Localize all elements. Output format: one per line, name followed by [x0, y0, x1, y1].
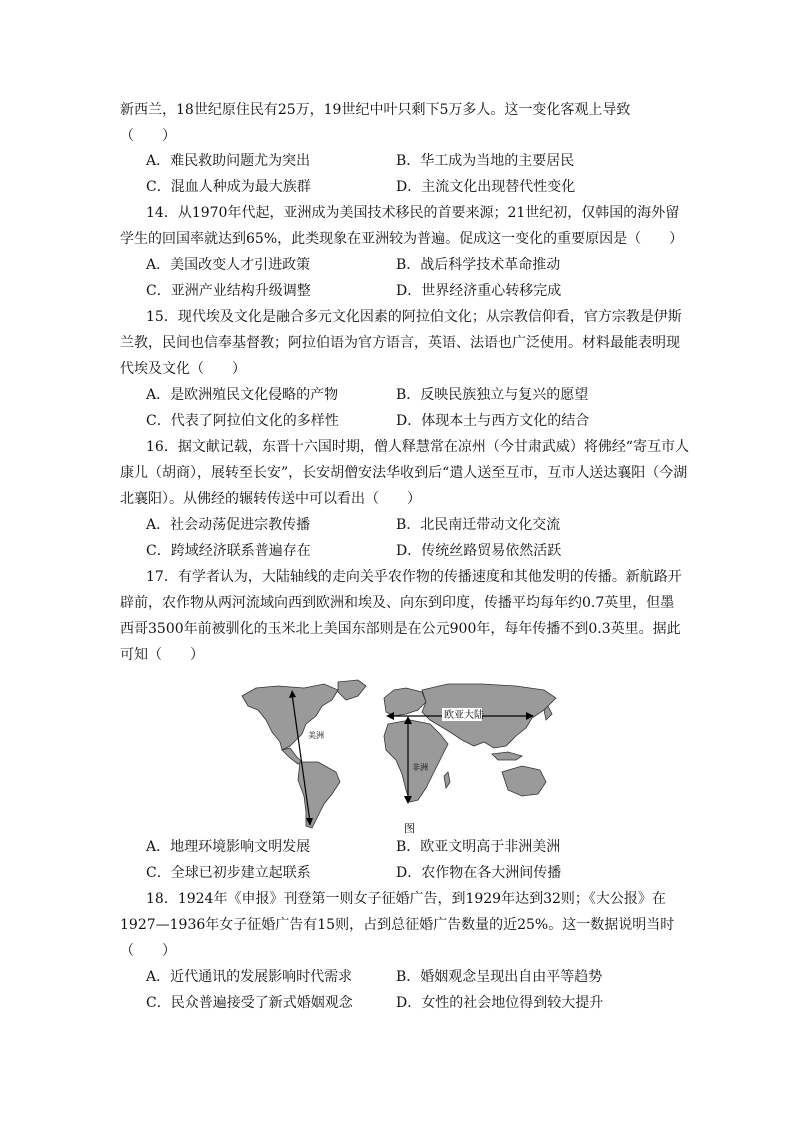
q18-stem-line-1: 18．1924年《申报》刊登第一则女子征婚广告，到1929年达到32则；《大公报》在 [146, 891, 666, 907]
q16-stem-line-2: 康儿（胡商），展转至长安”，长安胡僧安法华收到后“遣人送至互市，互市人送达襄阳（今湖 [120, 465, 688, 481]
q14-option-d[interactable]: D．世界经济重心转移完成 [396, 283, 562, 299]
africa-shape [384, 720, 448, 802]
q18-option-d[interactable]: D．女性的社会地位得到较大提升 [396, 995, 604, 1011]
greenland-shape [338, 680, 366, 700]
q17-stem-line-4: 可知（ ） [120, 647, 204, 663]
q17-option-b[interactable]: B．欧亚文明高于非洲美洲 [396, 839, 561, 855]
q18-option-c[interactable]: C．民众普遍接受了新式婚姻观念 [146, 995, 353, 1011]
q16-option-c[interactable]: C．跨域经济联系普遍存在 [146, 543, 311, 559]
madagascar-shape [444, 772, 450, 788]
q15-stem-line-1: 15．现代埃及文化是融合多元文化因素的阿拉伯文化；从宗教信仰看，官方宗教是伊斯 [146, 309, 682, 325]
q15-option-a[interactable]: A．是欧洲殖民文化侵略的产物 [146, 387, 339, 403]
map-label-africa: 非洲 [412, 763, 428, 772]
q15-option-d[interactable]: D．体现本土与西方文化的结合 [396, 413, 590, 429]
central-america-shape [282, 748, 302, 764]
map-label-eurasia: 欧亚大陆 [444, 710, 484, 721]
q14-option-c[interactable]: C．亚洲产业结构升级调整 [146, 283, 311, 299]
q16-option-b[interactable]: B．北民南迁带动文化交流 [396, 517, 561, 533]
q14-stem-line-1: 14．从1970年代起，亚洲成为美国技术移民的首要来源；21世纪初，仅韩国的海外留 [146, 205, 680, 221]
q13-option-b[interactable]: B．华工成为当地的主要居民 [396, 153, 575, 169]
q14-option-a[interactable]: A．美国改变人才引进政策 [146, 257, 311, 273]
q16-option-d[interactable]: D．传统丝路贸易依然活跃 [396, 543, 562, 559]
q16-stem-line-3: 北襄阳）。从佛经的辗转传送中可以看出（ ） [120, 491, 421, 507]
q17-option-c[interactable]: C．全球已初步建立起联系 [146, 865, 311, 881]
q17-option-d[interactable]: D．农作物在各大洲间传播 [396, 865, 562, 881]
q13-option-c[interactable]: C．混血人种成为最大族群 [146, 179, 311, 195]
q18-stem-line-2: 1927—1936年女子征婚广告有15则，占到总征婚广告数量的近25%。这一数据说明当时 [120, 917, 675, 933]
q17-stem-line-2: 辟前，农作物从两河流域向西到欧洲和埃及、向东到印度，传播平均每年约0.7英里，但墨 [120, 595, 675, 611]
q15-option-c[interactable]: C．代表了阿拉伯文化的多样性 [146, 413, 339, 429]
map-caption: 图 [404, 822, 415, 834]
q17-stem-line-3: 西哥3500年前被驯化的玉米北上美国东部则是在公元900年，每年传播不到0.3英里。据此 [120, 621, 681, 637]
q18-option-b[interactable]: B．婚姻观念呈现出自由平等趋势 [396, 969, 603, 985]
australia-shape [502, 766, 546, 796]
q16-stem-line-1: 16．据文献记载，东晋十六国时期，僧人释慧常在凉州（今甘肃武威）将佛经“寄互市人 [146, 439, 689, 455]
north-america-shape [242, 684, 338, 750]
indonesia-shape [492, 752, 522, 760]
q14-option-b[interactable]: B．战后科学技术革命推动 [396, 257, 561, 273]
map-label-americas: 美洲 [308, 731, 324, 740]
world-map-svg [226, 676, 568, 834]
q13-option-a[interactable]: A．难民救助问题尤为突出 [146, 153, 311, 169]
europe-shape [384, 688, 426, 716]
q17-option-a[interactable]: A．地理环境影响文明发展 [146, 839, 311, 855]
q13-stem-line-2: （ ） [120, 128, 176, 144]
q17-stem-line-1: 17．有学者认为，大陆轴线的走向关乎农作物的传播速度和其他发明的传播。新航路开 [146, 569, 682, 585]
q14-stem-line-2: 学生的回国率就达到65%，此类现象在亚洲较为普遍。促成这一变化的重要原因是（ ） [120, 231, 684, 247]
q15-stem-line-2: 兰教，民间也信奉基督教；阿拉伯语为官方语言，英语、法语也广泛使用。材料最能表明现 [120, 335, 680, 351]
q13-option-d[interactable]: D．主流文化出现替代性变化 [396, 179, 576, 195]
q18-option-a[interactable]: A．近代通讯的发展影响时代需求 [146, 969, 353, 985]
q18-stem-line-3: （ ） [120, 943, 176, 959]
world-map-figure [226, 676, 568, 834]
south-america-shape [298, 762, 340, 828]
q15-option-b[interactable]: B．反映民族独立与复兴的愿望 [396, 387, 589, 403]
q16-option-a[interactable]: A．社会动荡促进宗教传播 [146, 517, 311, 533]
q15-stem-line-3: 代埃及文化（ ） [120, 361, 246, 377]
q13-stem-line-1: 新西兰，18世纪原住民有25万，19世纪中叶只剩下5万多人。这一变化客观上导致 [120, 102, 631, 118]
